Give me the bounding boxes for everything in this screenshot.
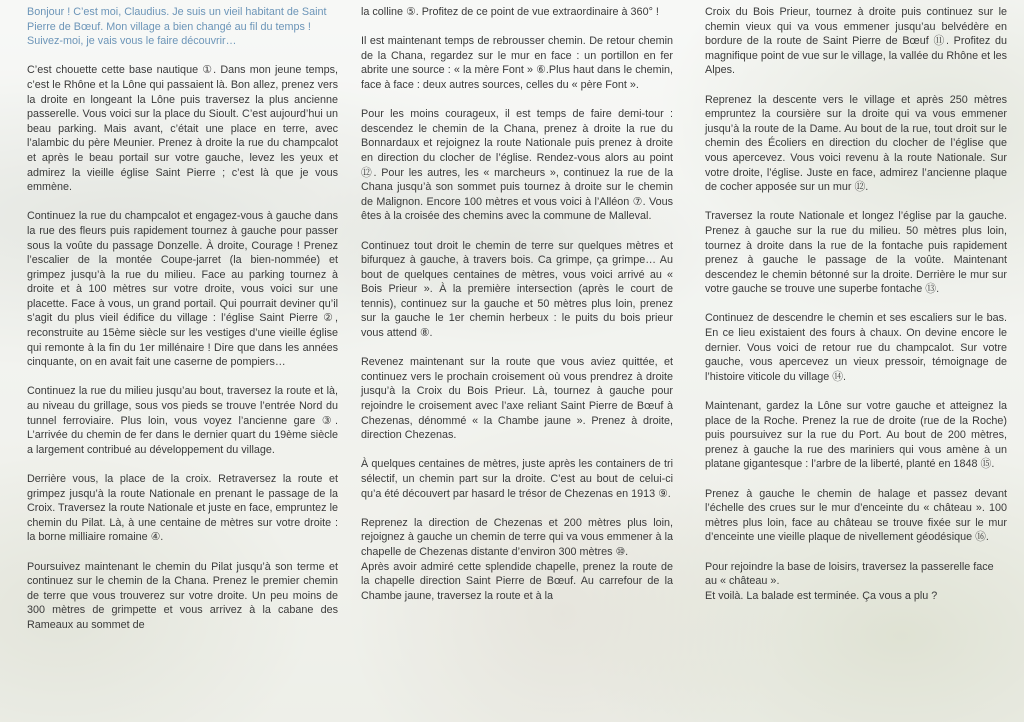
paragraph-alleon: Pour les moins courageux, il est temps de faire demi-tour : descendez le chemin de la Chana, prenez à droite la rue du Bonnardaux et rejoignez la route Nationale puis prenez à droite en direction du clocher de l’église. Rendez-vous alors au point ⑫. Pour les autres, les « marcheurs », continuez la rue de la Chana jusqu’à son sommet puis tournez à droite sur le chemin de Malignon. Encore 100 mètres et vous voici à l’Alléon ⑦. Vous êtes à la croisée des chemins avec la commune de Malleval. [361, 108, 673, 223]
paragraph-tresor-chezenas: À quelques centaines de mètres, juste après les containers de tri sélectif, un chemin part sur la droite. C’est au bout de celui-ci qu’a été découvert par hasard le trésor de Chezenas en 1913 ⑨. [361, 458, 673, 500]
paragraph-base-nautique: C’est chouette cette base nautique ①. Dans mon jeune temps, c’est le Rhône et la Lône qui passaient là. Bon allez, prenez vers la droite en longeant la Lône puis traversez la plus ancienne passerelle. Vous voici sur la place du Sioult. C’est aujourd’hui un beau parking. Mais avant, c’était une place en terre, avec l’alambic du père Meunier. Prenez à droite la rue du champcalot et après le beau portail sur votre gauche, levez les yeux et admirez la vieille église Saint Pierre ; c’est là que je vous emmène. [27, 64, 338, 194]
paragraph-plaque-cocher: Reprenez la descente vers le village et après 250 mètres empruntez la coursière sur la droite qui va vous emmener jusqu’à la route de la Dame. Au bout de la rue, tout droit sur le chemin des Écoliers en direction du clocher de l’église que vous apercevez. Vous voici revenu à la route Nationale. Sur votre droite, l’église. Juste en face, admirez l’ancienne plaque de cocher apposée sur un mur ⑫. [705, 93, 1007, 194]
column-left [27, 5, 338, 647]
paragraph-pressoir: Continuez de descendre le chemin et ses escaliers sur le bas. En ce lieu existaient des fours à chaux. On devine encore le dernier. Vous voici de retour rue du champcalot. Sur votre gauche, vous apercevez un vieux pressoir, témoignage de l’histoire viticole du village ⑭. [705, 312, 1007, 383]
paragraph-plaque-nivellement: Prenez à gauche le chemin de halage et passez devant l’échelle des crues sur le mur d’enceinte du « château ». 100 mètres plus loin, face au château se trouve fixée sur le mur d’enceinte une vieille plaque de nivellement géodésique ⑯. [705, 487, 1007, 544]
paragraph-eglise-saint-pierre: Continuez la rue du champcalot et engagez-vous à gauche dans la rue des fleurs puis rapidement tournez à gauche pour passer sous la voûte du passage Donzelle. À droite, Courage ! Prenez l’escalier de la montée Coupe-jarret (la bien-nommée) et grimpez jusqu’à la rue du milieu. Face au parking tournez à droite et à 100 mètres sur votre droite, vous voici sur une placette. Face à vous, un grand portail. Qui pourrait deviner qu’il s’agit du plus vieil édifice du village : l’église Saint Pierre ②, reconstruite au 15ème siècle sur les vestiges d’une vieille église qui remonte à la fin du 1er millénaire ! Dire que dans les années cinquante, on en avait fait une caserne de pompiers… [27, 210, 338, 369]
paragraph-chambe-jaune: Après avoir admiré cette splendide chapelle, prenez la route de la chapelle direction Saint Pierre de Bœuf. Au carrefour de la Chambe jaune, traversez la route et à la [361, 560, 673, 602]
paragraph-colline: la colline ⑤. Profitez de ce point de vue extraordinaire à 360° ! [361, 6, 659, 18]
paragraph-mere-font: Il est maintenant temps de rebrousser chemin. De retour chemin de la Chana, regardez sur le mur en face : un portillon en fer abrite une source : « la mère Font » ⑥.Plus haut dans le chemin, face à face : deux autres sources, celles du « père Font ». [361, 35, 673, 91]
paragraph-fontache: Traversez la route Nationale et longez l’église par la gauche. Prenez à gauche sur la rue du milieu. 50 mètres plus loin, tournez à droite dans la rue de la fontache puis rapidement prenez à gauche le passage de la voûte. Maintenant descendez le chemin bétonné sur la droite. Derrière le mur sur votre gauche se trouve une superbe fontache ⑬. [705, 210, 1007, 296]
paragraph-borne-milliaire: Derrière vous, la place de la croix. Retraversez la route et grimpez jusqu’à la route Nationale en prenant le passage de la Croix. Traversez la route Nationale et juste en face, empruntez le chemin du Pilat. Là, à une centaine de mètres sur votre droite : la borne milliaire romaine ④. [27, 473, 338, 544]
paragraph-arbre-liberte: Maintenant, gardez la Lône sur votre gauche et atteignez la place de la Roche. Prenez la rue de droite (rue de la Roche) puis poursuivez sur la rue du Port. Au bout de 200 mètres, prenez à gauche la rue des mariniers qui vous amène à un platane gigantesque : l’arbre de la liberté, planté en 1848 ⑮. [705, 400, 1007, 471]
paragraph-bois-prieur: Continuez tout droit le chemin de terre sur quelques mètres et bifurquez à gauche, à travers bois. Ca grimpe, ça grimpe… Au bout de quelques centaines de mètres, vous voici arrivé au « Bois Prieur ». À la première intersection (après le court de tennis), continuez sur la gauche et 50 mètres plus loin, prenez sur la gauche le 1er chemin herbeux : le puits du bois prieur vous attend ⑧. [361, 239, 673, 340]
intro-paragraph: Bonjour ! C’est moi, Claudius. Je suis un vieil habitant de Saint Pierre de Bœuf. Mon village a bien changé au fil du temps ! Suivez-moi, je vais vous le faire découvrir… [27, 6, 327, 48]
paragraph-chapelle-chezenas: Reprenez la direction de Chezenas et 200 mètres plus loin, rejoignez à gauche un chemin de terre qui va vous emmener à la chapelle de Chezenas distante d’environ 300 mètres ⑩. [361, 516, 673, 558]
paragraph-belvedere: Croix du Bois Prieur, tournez à droite puis continuez sur le chemin vieux qui va vous emmener jusqu’au belvédère en bordure de la route de Saint Pierre de Bœuf ⑪. Profitez du magnifique point de vue sur le village, la vallée du Rhône et les Alpes. [705, 6, 1007, 77]
paragraph-ancienne-gare: Continuez la rue du milieu jusqu’au bout, traversez la route et là, au niveau du grillage, sous vos pieds se trouve l’entrée Nord du tunnel ferroviaire. Plus loin, vous voyez l’ancienne gare ③. L’arrivée du chemin de fer dans le dernier quart du 19ème siècle a largement contribué au développement du village. [27, 385, 338, 456]
paragraph-conclusion: Et voilà. La balade est terminée. Ça vous a plu ? [705, 589, 938, 602]
column-middle [361, 5, 673, 618]
column-right [705, 5, 1007, 618]
paragraph-passerelle: Pour rejoindre la base de loisirs, traversez la passerelle face au « château ». [705, 560, 994, 588]
paragraph-chemin-pilat: Poursuivez maintenant le chemin du Pilat jusqu’à son terme et continuez sur le chemin de la Chana. Prenez le premier chemin de terre que vous trouverez sur votre droite. Un peu moins de 300 mètres de grimpette et vous arrivez à la cabane des Rameaux au sommet de [27, 560, 338, 631]
paragraph-croix-bois-prieur: Revenez maintenant sur la route que vous aviez quittée, et continuez vers le prochain croisement où vous prendrez à droite jusqu’à la Croix du Bois Prieur. Là, tournez à gauche pour rejoindre le croisement avec l’axe reliant Saint Pierre de Bœuf à Chezenas, dénommé « la Chambe jaune ». Prenez à droite, direction Chezenas. [361, 356, 673, 442]
